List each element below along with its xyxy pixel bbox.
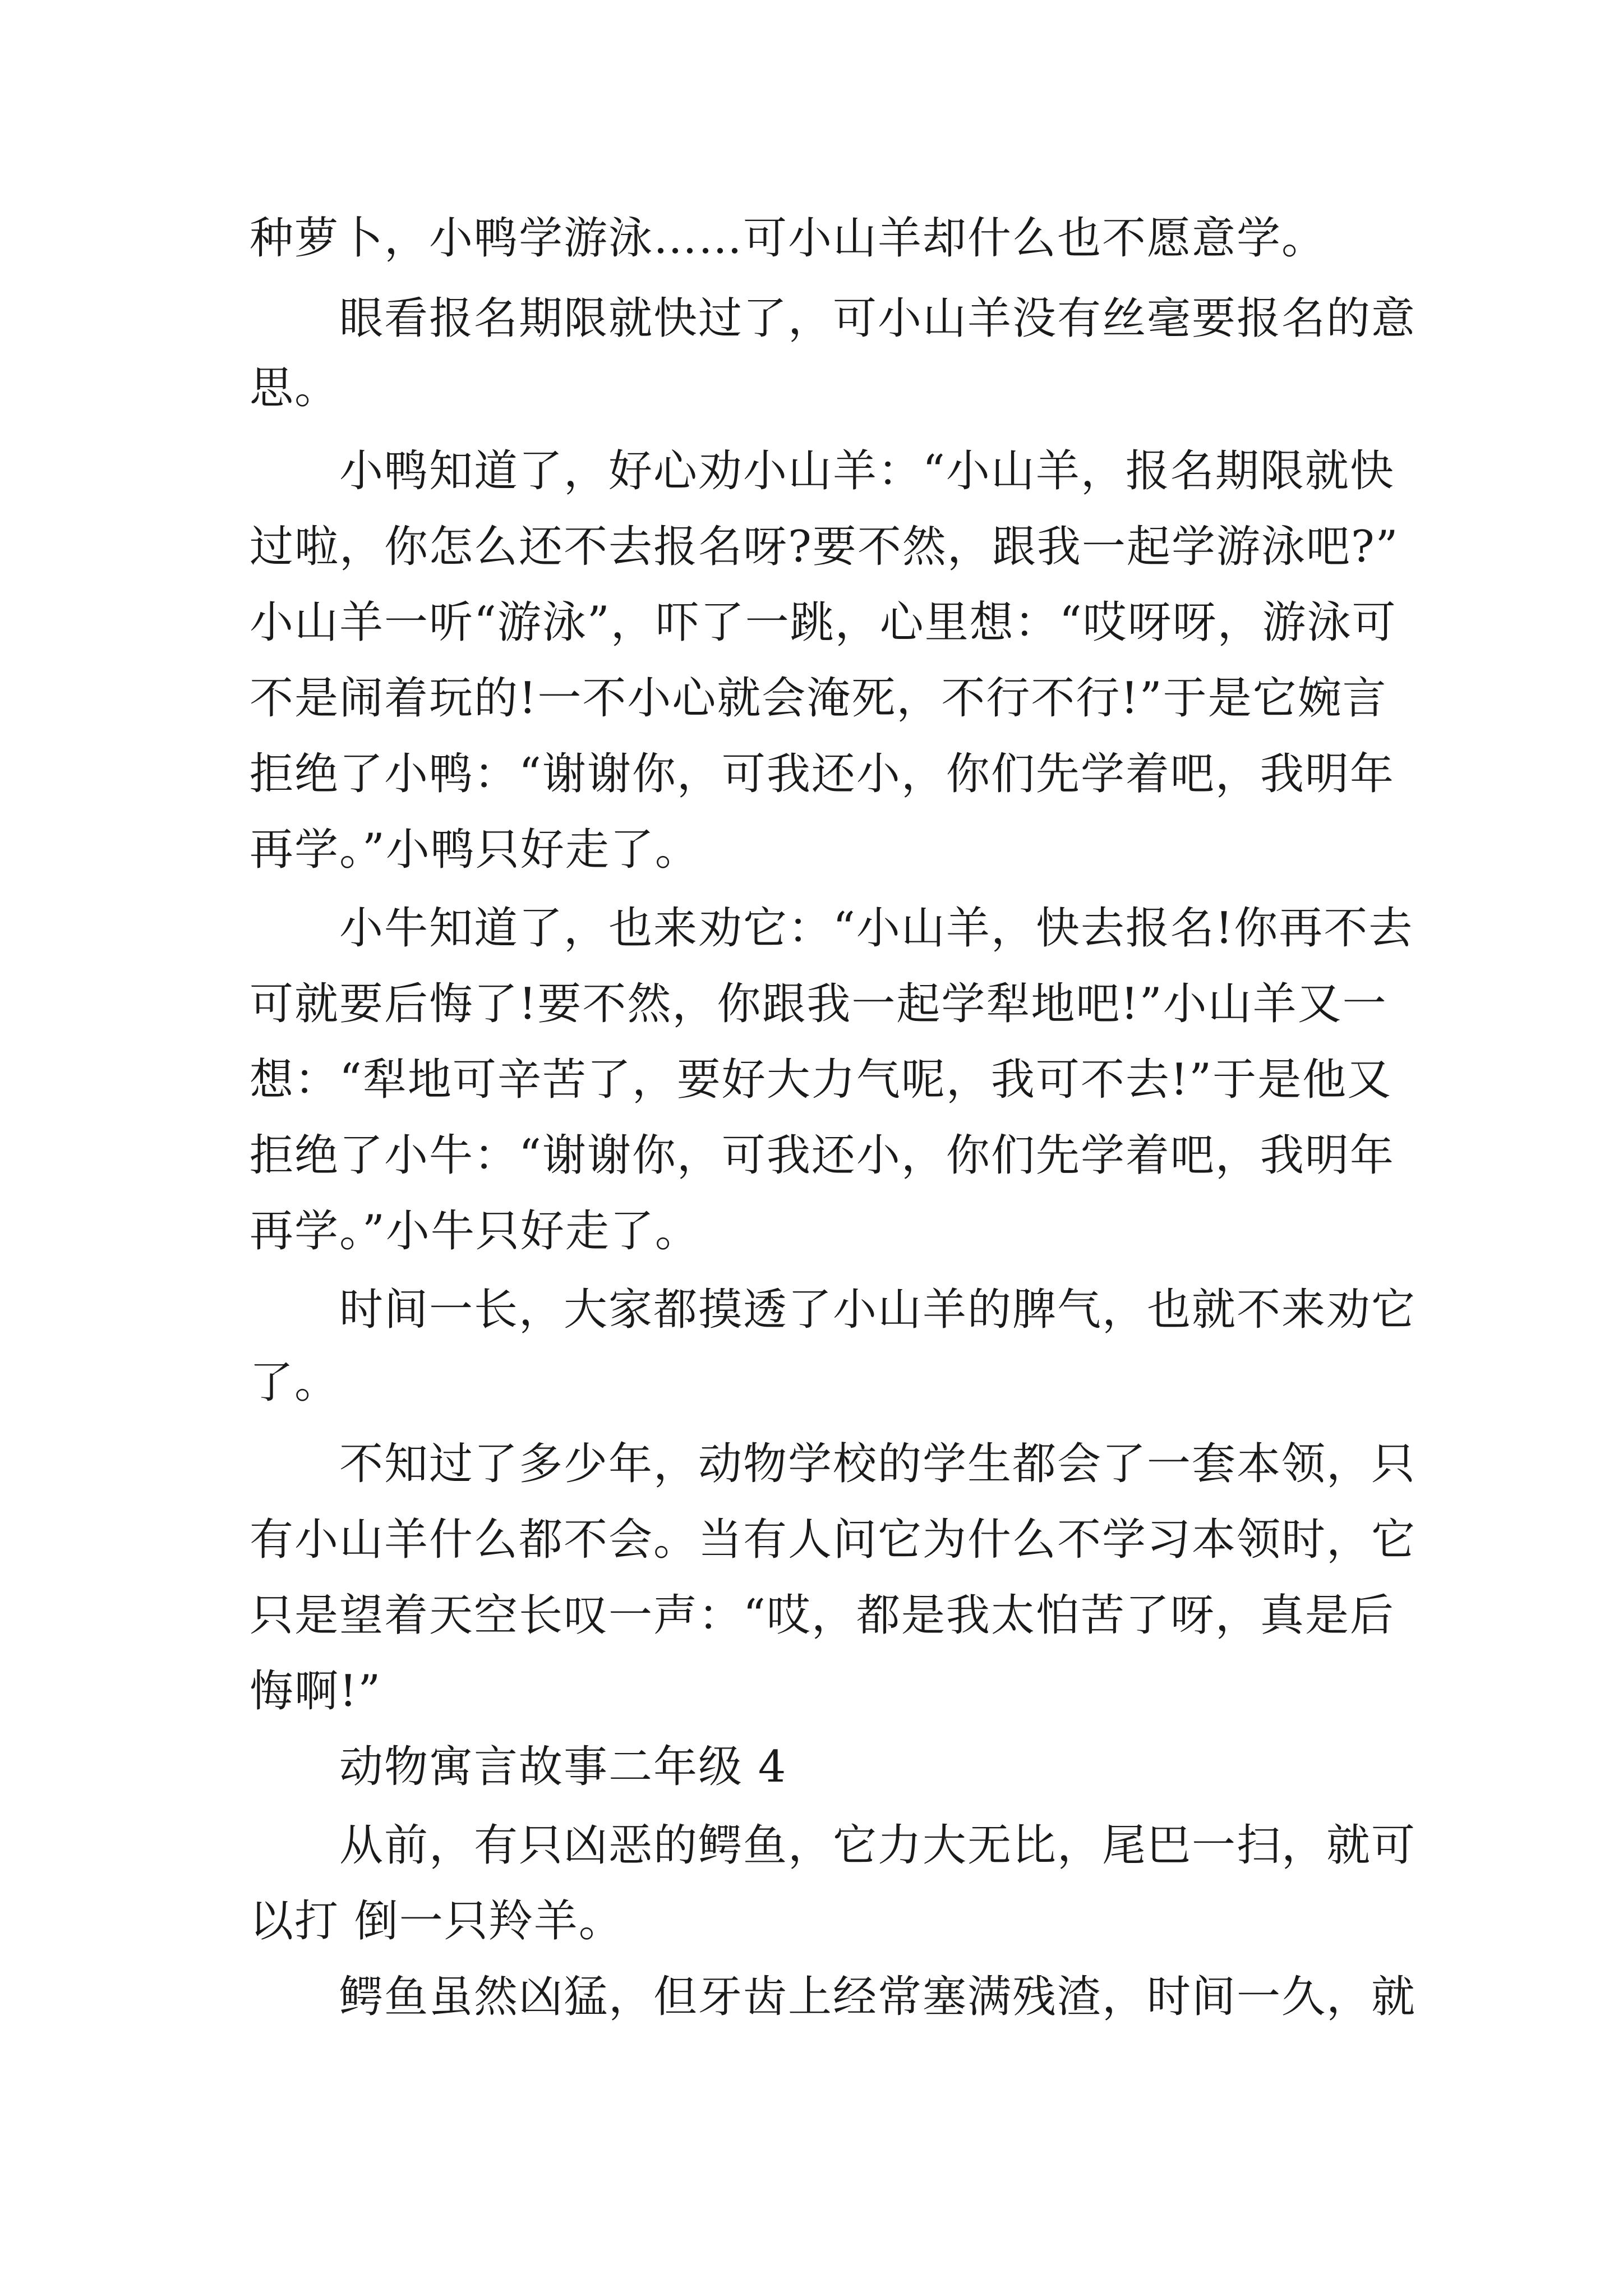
text-line: 过啦，你怎么还不去报名呀?要不然，跟我一起学游泳吧?” — [250, 522, 1399, 572]
text-line: 再学。”小牛只好走了。 — [250, 1206, 700, 1257]
text-line: 可就要后悔了!要不然，你跟我一起学犁地吧!”小山羊又一 — [250, 979, 1387, 1029]
text-line: 有小山羊什么都不会。当有人问它为什么不学习本领时，它 — [250, 1515, 1417, 1565]
text-line: 了。 — [250, 1358, 340, 1408]
paragraph-line: 鳄鱼虽然凶猛，但牙齿上经常塞满残渣，时间一久，就 — [339, 1972, 1417, 2022]
paragraph-line: 小鸭知道了，好心劝小山羊：“小山羊，报名期限就快 — [339, 446, 1395, 496]
paragraph-line: 从前，有只凶恶的鳄鱼，它力大无比，尾巴一扫，就可 — [339, 1820, 1417, 1871]
text-line: 拒绝了小牛：“谢谢你，可我还小，你们先学着吧，我明年 — [250, 1130, 1395, 1181]
text-line: 种萝卜，小鸭学游泳……可小山羊却什么也不愿意学。 — [250, 213, 1327, 264]
text-line: 只是望着天空长叹一声：“哎，都是我太怕苦了呀，真是后 — [250, 1590, 1395, 1641]
paragraph-line: 不知过了多少年，动物学校的学生都会了一套本领，只 — [339, 1439, 1417, 1489]
text-line: 思。 — [250, 363, 340, 413]
text-line: 再学。”小鸭只好走了。 — [250, 825, 700, 875]
paragraph-line: 眼看报名期限就快过了，可小山羊没有丝毫要报名的意 — [339, 293, 1417, 344]
text-line: 不是闹着玩的!一不小心就会淹死，不行不行!”于是它婉言 — [250, 673, 1387, 724]
text-line: 悔啊!” — [250, 1666, 382, 1717]
text-line: 以打 倒一只羚羊。 — [250, 1896, 624, 1947]
text-line: 拒绝了小鸭：“谢谢你，可我还小，你们先学着吧，我明年 — [250, 749, 1395, 799]
section-heading: 动物寓言故事二年级 4 — [339, 1742, 787, 1792]
text-line: 小山羊一听“游泳”，吓了一跳，心里想：“哎呀呀，游泳可 — [250, 597, 1397, 648]
paragraph-line: 小牛知道了，也来劝它：“小山羊，快去报名!你再不去 — [339, 903, 1414, 954]
text-line: 想：“犁地可辛苦了，要好大力气呢，我可不去!”于是他又 — [250, 1055, 1393, 1105]
paragraph-line: 时间一长，大家都摸透了小山羊的脾气，也就不来劝它 — [339, 1285, 1417, 1335]
